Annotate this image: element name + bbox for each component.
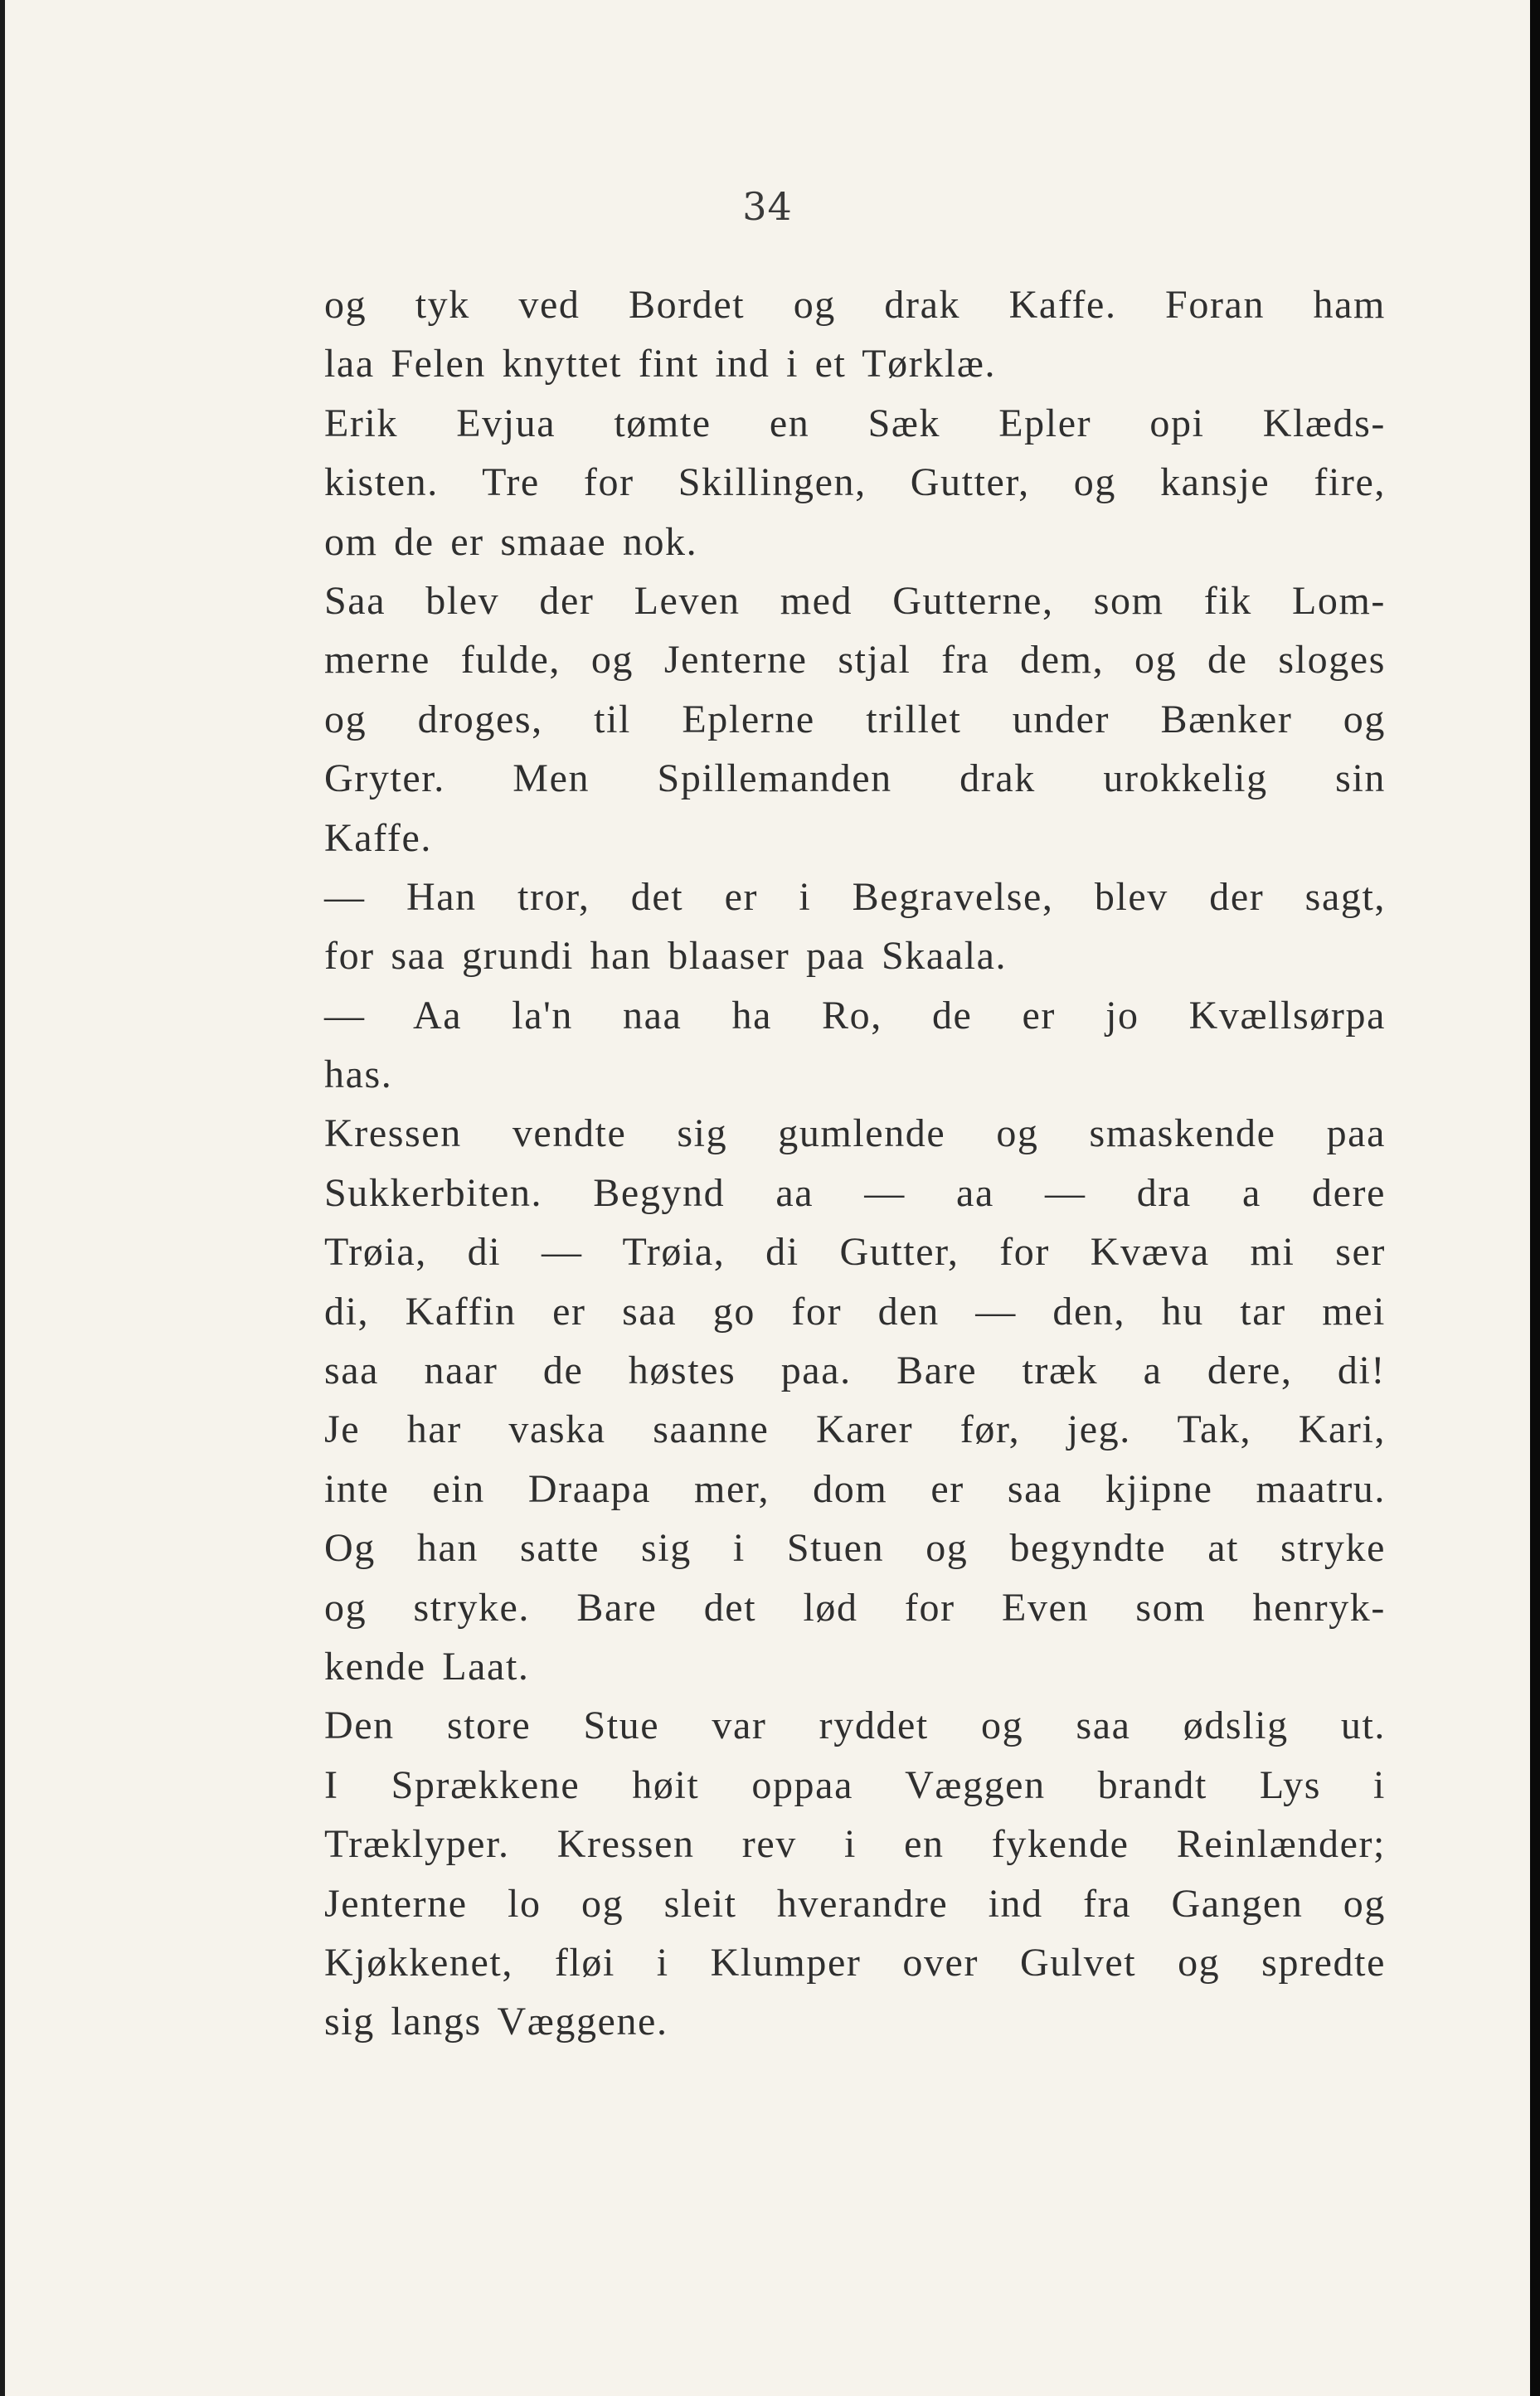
- text-line: og stryke. Bare det lød for Even som henryk-: [324, 1585, 1386, 1630]
- text-line: Saa blev der Leven med Gutterne, som fik Lom-: [324, 578, 1386, 623]
- text-line: — Aa la'n naa ha Ro, de er jo Kvællsørpa: [324, 993, 1386, 1038]
- text-line: — Han tror, det er i Begravelse, blev der sagt,: [324, 874, 1386, 919]
- text-line: og droges, til Eplerne trillet under Bænker og: [324, 697, 1386, 741]
- text-line: saa naar de høstes paa. Bare træk a dere, di!: [324, 1349, 1386, 1393]
- text-line: laa Felen knyttet fint ind i et Tørklæ.: [324, 342, 997, 386]
- text-line: sig langs Væggene.: [324, 2000, 668, 2044]
- text-line: om de er smaae nok.: [324, 519, 698, 564]
- text-line: Træklyper. Kressen rev i en fykende Reinlænder;: [324, 1822, 1386, 1867]
- text-line: Og han satte sig i Stuen og begyndte at stryke: [324, 1526, 1386, 1571]
- text-line: kisten. Tre for Skillingen, Gutter, og kansje fire,: [324, 460, 1386, 505]
- text-line: Gryter. Men Spillemanden drak urokkelig sin: [324, 756, 1386, 801]
- text-line: di, Kaffin er saa go for den — den, hu tar mei: [324, 1289, 1386, 1334]
- text-line: Erik Evjua tømte en Sæk Epler opi Klæds-: [324, 401, 1386, 445]
- text-line: inte ein Draapa mer, dom er saa kjipne maatru.: [324, 1466, 1386, 1511]
- text-line: Jenterne lo og sleit hverandre ind fra Gangen og: [324, 1881, 1386, 1926]
- text-line: kende Laat.: [324, 1644, 530, 1689]
- text-line: Sukkerbiten. Begynd aa — aa — dra a dere: [324, 1170, 1386, 1215]
- text-line: og tyk ved Bordet og drak Kaffe. Foran ham: [324, 283, 1386, 327]
- text-line: Kressen vendte sig gumlende og smaskende paa: [324, 1111, 1386, 1156]
- text-line: has.: [324, 1052, 393, 1097]
- text-line: for saa grundi han blaaser paa Skaala.: [324, 934, 1008, 979]
- text-line: Kaffe.: [324, 815, 432, 860]
- text-line: Trøia, di — Trøia, di Gutter, for Kvæva mi ser: [324, 1230, 1386, 1275]
- text-line: Den store Stue var ryddet og saa ødslig ut.: [324, 1703, 1386, 1748]
- text-line: Kjøkkenet, fløi i Klumper over Gulvet og spredte: [324, 1940, 1386, 1985]
- page-number: 34: [742, 184, 793, 229]
- text-line: Je har vaska saanne Karer før, jeg. Tak, Kari,: [324, 1407, 1386, 1452]
- text-line: I Sprækkene høit oppaa Væggen brandt Lys i: [324, 1762, 1386, 1807]
- text-line: merne fulde, og Jenterne stjal fra dem, og de sloges: [324, 638, 1386, 683]
- body-text: [324, 275, 1386, 2052]
- page-edge-shadow: [1530, 0, 1540, 2396]
